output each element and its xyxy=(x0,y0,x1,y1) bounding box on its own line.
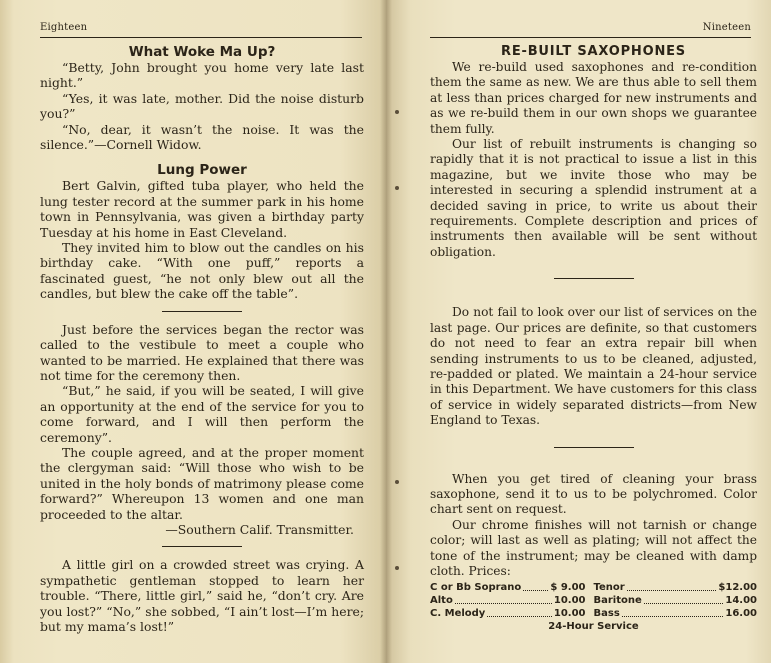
price-row xyxy=(430,607,757,620)
service-line: 24-Hour Service xyxy=(548,621,639,633)
price-list xyxy=(430,581,757,620)
section3-para: Our chrome finishes will not tarnish or change color; will last as well as plating; will not affect the tone of the instrument; may be cleaned with damp cloth. Prices: xyxy=(430,517,757,578)
price-item-value: 16.00 xyxy=(725,608,757,620)
staple-hole xyxy=(395,110,399,114)
price-item-value: 14.00 xyxy=(725,595,757,607)
price-item-value: $ 9.00 xyxy=(550,582,586,594)
story3-para: Just before the services began the rector was called to the vestibule to meet a couple who wanted to be married. He explained that there was not time for the ceremony then. xyxy=(40,321,364,383)
divider-rule xyxy=(554,447,634,448)
section2-para: Do not fail to look over our list of services on the last page. Our prices are definite, so that customers do not need to fear an extra repair bill when sending instruments to us to be cleaned, adjusted, re-padded or plated. We maintain a 24-hour service in this Department. We have customers for this class of service in widely separated districts—from New England to Texas. xyxy=(430,305,757,428)
story2-title: Lung Power xyxy=(157,162,247,179)
story1-title: What Woke Ma Up? xyxy=(128,44,276,60)
price-item-name: Alto xyxy=(430,595,453,607)
price-item-value: $12.00 xyxy=(718,582,757,594)
story3-para: The couple agreed, and at the proper moment the clergyman said: “Will those who wish to be united in the holy bonds of matrimony please come forward?” Whereupon 13 women and one man proceeded to the altar. xyxy=(40,444,364,522)
story2-para: They invited him to blow out the candles on his birthday cake. “With one puff,” reports a fascinated guest, “he not only blew out all the candles, but blew the cake off the table”. xyxy=(40,240,364,302)
binding-gutter xyxy=(380,0,392,663)
right-page xyxy=(386,0,771,663)
divider-rule xyxy=(554,278,634,279)
story1-para: “No, dear, it wasn’t the noise. It was the silence.”—Cornell Widow. xyxy=(40,121,364,153)
story2-para: Bert Galvin, gifted tuba player, who held the lung tester record at the summer park in his home town in Pennsylvania, was given a birthday party Tuesday at his home in East Cleveland. xyxy=(40,178,364,240)
section3-para: When you get tired of cleaning your brass saxophone, send it to us to be polychromed. Color chart sent on request. xyxy=(430,471,757,517)
staple-hole xyxy=(395,186,399,190)
staple-hole xyxy=(395,566,399,570)
price-item-name: Tenor xyxy=(593,582,625,594)
story3-para: “But,” he said, if you will be seated, I will give an opportunity at the end of the service for you to come forward, and I will then perform the ceremony”. xyxy=(40,383,364,445)
right-folio: Nineteen xyxy=(430,22,751,38)
staple-hole xyxy=(395,480,399,484)
story1-para: “Yes, it was late, mother. Did the noise disturb you?” xyxy=(40,90,364,122)
price-item-name: Bass xyxy=(593,608,620,620)
price-item-name: C or Bb Soprano xyxy=(430,582,522,594)
price-row xyxy=(430,594,757,607)
price-item-value: 10.00 xyxy=(553,608,586,620)
story1-para: “Betty, John brought you home very late last night.” xyxy=(40,60,364,91)
divider-rule xyxy=(162,311,242,312)
price-item-value: 10.00 xyxy=(553,595,586,607)
left-folio: Eighteen xyxy=(40,22,362,38)
section1-para: We re-build used saxophones and re-condition them the same as new. We are thus able to sell them at less than prices charged for new instruments and as we re-build them in our own shops we guarantee them fully. xyxy=(430,60,757,136)
price-item-name: Baritone xyxy=(593,595,642,607)
section1-para: Our list of rebuilt instruments is changing so rapidly that it is not practical to issue a list in this magazine, but we invite those who may be interested in securing a splendid instrument at a decided saving in price, to write us about their requirements. Complete description and prices of instruments then available will be sent without obligation. xyxy=(430,137,757,259)
price-row xyxy=(430,581,757,594)
story4-para: A little girl on a crowded street was crying. A sympathetic gentleman stopped to learn her trouble. “There, little girl,” said he, “don’t cry. Are you lost?” “No,” she sobbed, “I ain’t lost—I’m here; but my mama’s lost!” xyxy=(40,557,364,634)
price-item-name: C. Melody xyxy=(430,608,486,620)
story3-credit: —Southern Calif. Transmitter. xyxy=(165,521,354,537)
saxophones-title: RE-BUILT SAXOPHONES xyxy=(501,44,686,59)
divider-rule xyxy=(162,546,242,547)
